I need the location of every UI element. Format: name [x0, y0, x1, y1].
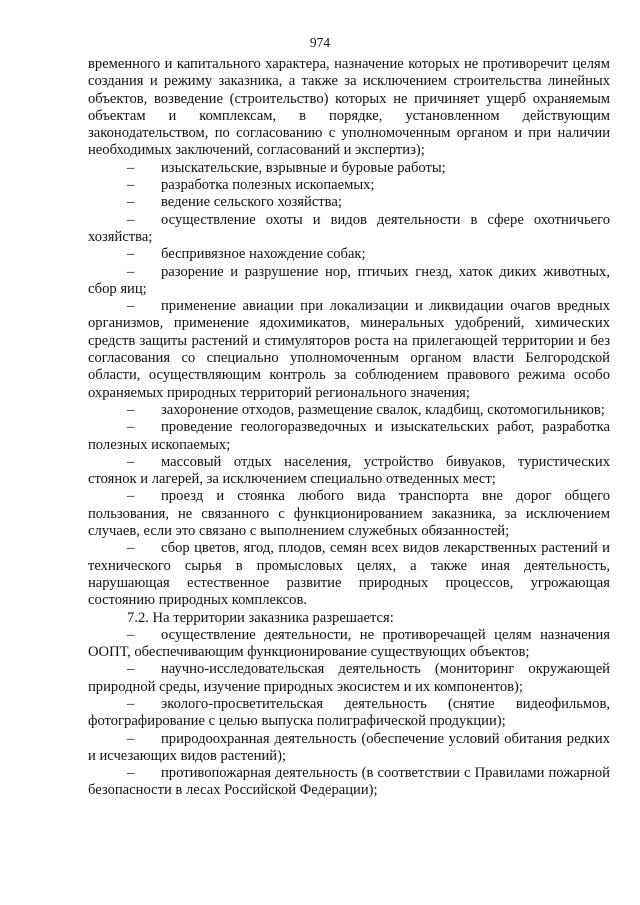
- dash-bullet: –: [127, 177, 135, 194]
- continuation-paragraph: [88, 56, 610, 160]
- list-item-text: изыскательские, взрывные и буровые работы;: [161, 159, 446, 176]
- dash-bullet: –: [127, 488, 135, 505]
- list-item: [88, 661, 610, 696]
- list-item-text: научно-исследовательская деятельность (мониторинг окружающей природной среды, изучение природных экосистем и их компонентов);: [88, 661, 610, 695]
- dash-bullet: –: [127, 159, 135, 176]
- dash-bullet: –: [127, 298, 135, 315]
- list-item-text: проведение геологоразведочных и изыскательских работ, разработка полезных ископаемых;: [88, 419, 610, 453]
- list-item-text: противопожарная деятельность (в соответствии с Правилами пожарной безопасности в лесах Российской Федерации);: [88, 765, 610, 799]
- list-item: [88, 540, 610, 609]
- list-item: [88, 696, 610, 731]
- dash-bullet: –: [127, 263, 135, 280]
- list-item-text: массовый отдых населения, устройство бивуаков, туристических стоянок и лагерей, за исключением специально отведенных мест;: [88, 453, 610, 488]
- list-item-text: захоронение отходов, размещение свалок, кладбищ, скотомогильников;: [161, 401, 605, 418]
- list-item: [88, 419, 610, 454]
- dash-bullet: –: [127, 540, 135, 557]
- list-item-text: осуществление деятельности, не противоречащей целям назначения ООПТ, обеспечивающим функционирование существующих объектов;: [88, 626, 610, 661]
- dash-bullet: –: [127, 765, 135, 782]
- list-item-text: разработка полезных ископаемых;: [161, 177, 375, 194]
- list-item: [88, 627, 610, 662]
- document-body: [88, 56, 610, 800]
- list-item-text: природоохранная деятельность (обеспечение условий обитания редких и исчезающих видов растений);: [88, 730, 610, 764]
- list-item: [88, 488, 610, 540]
- list-item-text: эколого-просветительская деятельность (снятие видеофильмов, фотографирование с целью выпуска полиграфической продукции);: [88, 695, 610, 730]
- list-item-text: беспривязное нахождение собак;: [161, 246, 366, 263]
- list-item: [88, 731, 610, 766]
- list-item-text: сбор цветов, ягод, плодов, семян всех видов лекарственных растений и технического сырья в промысловых целях, а также иная деятельность, нарушающая естественное развитие природных процессов, угрожающая состоянию природных комплексов.: [88, 540, 610, 609]
- list-item: [88, 160, 610, 177]
- list-item: [88, 194, 610, 211]
- list-item: [88, 765, 610, 800]
- list-item-text: применение авиации при локализации и ликвидации очагов вредных организмов, применение ядохимикатов, минеральных удобрений, химических средств защиты растений и стимуляторов роста на прилегающей территории и без согласования со специально уполномоченным органом власти Белгородской области, осуществляющим контроль за соблюдением правового режима особо охраняемых природных территорий регионального значения;: [88, 298, 610, 401]
- list-item: [88, 212, 610, 247]
- list-item-text: ведение сельского хозяйства;: [161, 194, 342, 211]
- list-item: [88, 402, 610, 419]
- dash-bullet: –: [127, 246, 135, 263]
- paragraph-text: временного и капитального характера, назначение которых не противоречит целям создания и режиму заказника, а также за исключением строительства линейных объектов, возведение (строительство) которых не причиняет ущерб охраняемым объектам и комплексам, в порядке, установленном действующим законодательством, по согласованию с уполномоченным органом и при наличии необходимых заключений, согласований и экспертиз);: [88, 56, 610, 159]
- page-number: 974: [309, 35, 331, 50]
- dash-bullet: –: [127, 419, 135, 436]
- dash-bullet: –: [127, 695, 135, 712]
- section-heading: 7.2. На территории заказника разрешается:: [127, 609, 394, 626]
- dash-bullet: –: [127, 401, 135, 418]
- dash-bullet: –: [127, 626, 135, 643]
- list-item-text: разорение и разрушение нор, птичьих гнезд, хаток диких животных, сбор яиц;: [88, 263, 610, 297]
- dash-bullet: –: [127, 194, 135, 211]
- list-item-text: осуществление охоты и видов деятельности в сфере охотничьего хозяйства;: [88, 211, 610, 245]
- list-item: [88, 454, 610, 489]
- list-item: [88, 177, 610, 194]
- dash-bullet: –: [127, 211, 135, 228]
- list-item: [88, 298, 610, 402]
- list-item: [88, 264, 610, 299]
- dash-bullet: –: [127, 661, 135, 678]
- list-item: [88, 246, 610, 263]
- dash-bullet: –: [127, 730, 135, 747]
- dash-bullet: –: [127, 453, 135, 470]
- list-item-text: проезд и стоянка любого вида транспорта вне дорог общего пользования, не связанного с функционированием заказника, за исключением случаев, если это связано с выполнением служебных обязанностей;: [88, 488, 610, 540]
